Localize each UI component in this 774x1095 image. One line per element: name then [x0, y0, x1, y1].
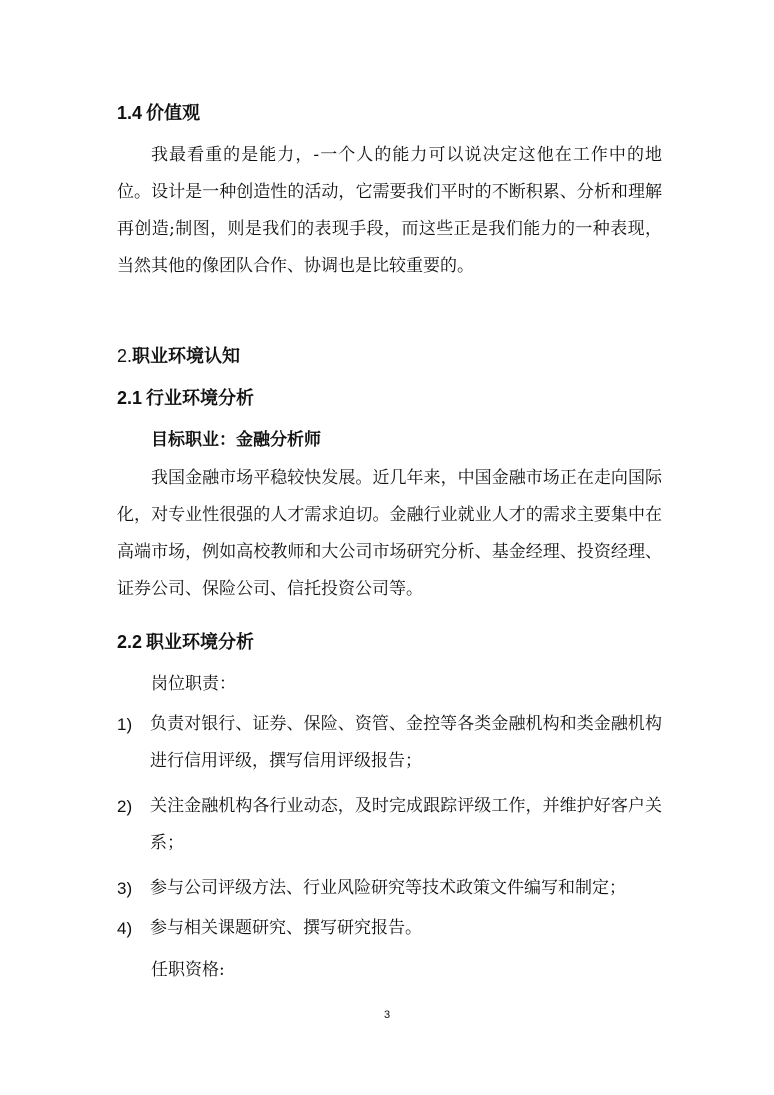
list-text: 参与相关课题研究、撰写研究报告。 [150, 918, 422, 938]
section-heading-1-4 [117, 101, 200, 126]
section-number: 2. [117, 346, 133, 366]
section-heading-2 [117, 344, 240, 369]
section-title: 行业环境分析 [146, 388, 255, 409]
qualifications-label: 任职资格: [151, 960, 225, 980]
list-text: 负责对银行、证券、保险、资管、金控等各类金融机构和类金融机构进行信用评级，撰写信用评级报告； [150, 714, 662, 771]
list-item [117, 910, 662, 947]
section-heading-2-1 [117, 386, 254, 411]
list-text: 参与公司评级方法、行业风险研究等技术政策文件编写和制定； [150, 878, 626, 898]
section-number: 2.2 [117, 632, 143, 652]
section-number: 2.1 [117, 388, 143, 408]
section-title: 职业环境认知 [132, 346, 241, 367]
list-marker: 3) [117, 879, 133, 898]
list-item [117, 706, 662, 780]
list-item [117, 788, 662, 862]
target-job: 目标职业：金融分析师 [151, 430, 321, 450]
list-item [117, 870, 662, 907]
section-title: 价值观 [146, 103, 201, 124]
list-marker: 2) [117, 797, 133, 816]
section-number: 1.4 [117, 103, 143, 123]
list-marker: 1) [117, 715, 133, 734]
section-title: 职业环境分析 [146, 632, 255, 653]
paragraph-values: 我最看重的是能力，-一个人的能力可以说决定这他在工作中的地位。设计是一种创造性的活动，它需要我们平时的不断积累、分析和理解再创造;制图，则是我们的表现手段，而这些正是我们能力的一种表现，当然其他的像团队合作、协调也是比较重要的。 [117, 145, 662, 276]
paragraph-industry: 我国金融市场平稳较快发展。近几年来，中国金融市场正在走向国际化，对专业性很强的人才需求迫切。金融行业就业人才的需求主要集中在高端市场，例如高校教师和大公司市场研究分析、基金经理、投资经理、证券公司、保险公司、信托投资公司等。 [117, 468, 662, 599]
duties-label: 岗位职责： [151, 674, 236, 694]
list-text: 关注金融机构各行业动态，及时完成跟踪评级工作，并维护好客户关系； [150, 796, 662, 853]
list-marker: 4) [117, 919, 133, 938]
section-heading-2-2 [117, 630, 254, 655]
page-number: 3 [383, 1009, 391, 1021]
